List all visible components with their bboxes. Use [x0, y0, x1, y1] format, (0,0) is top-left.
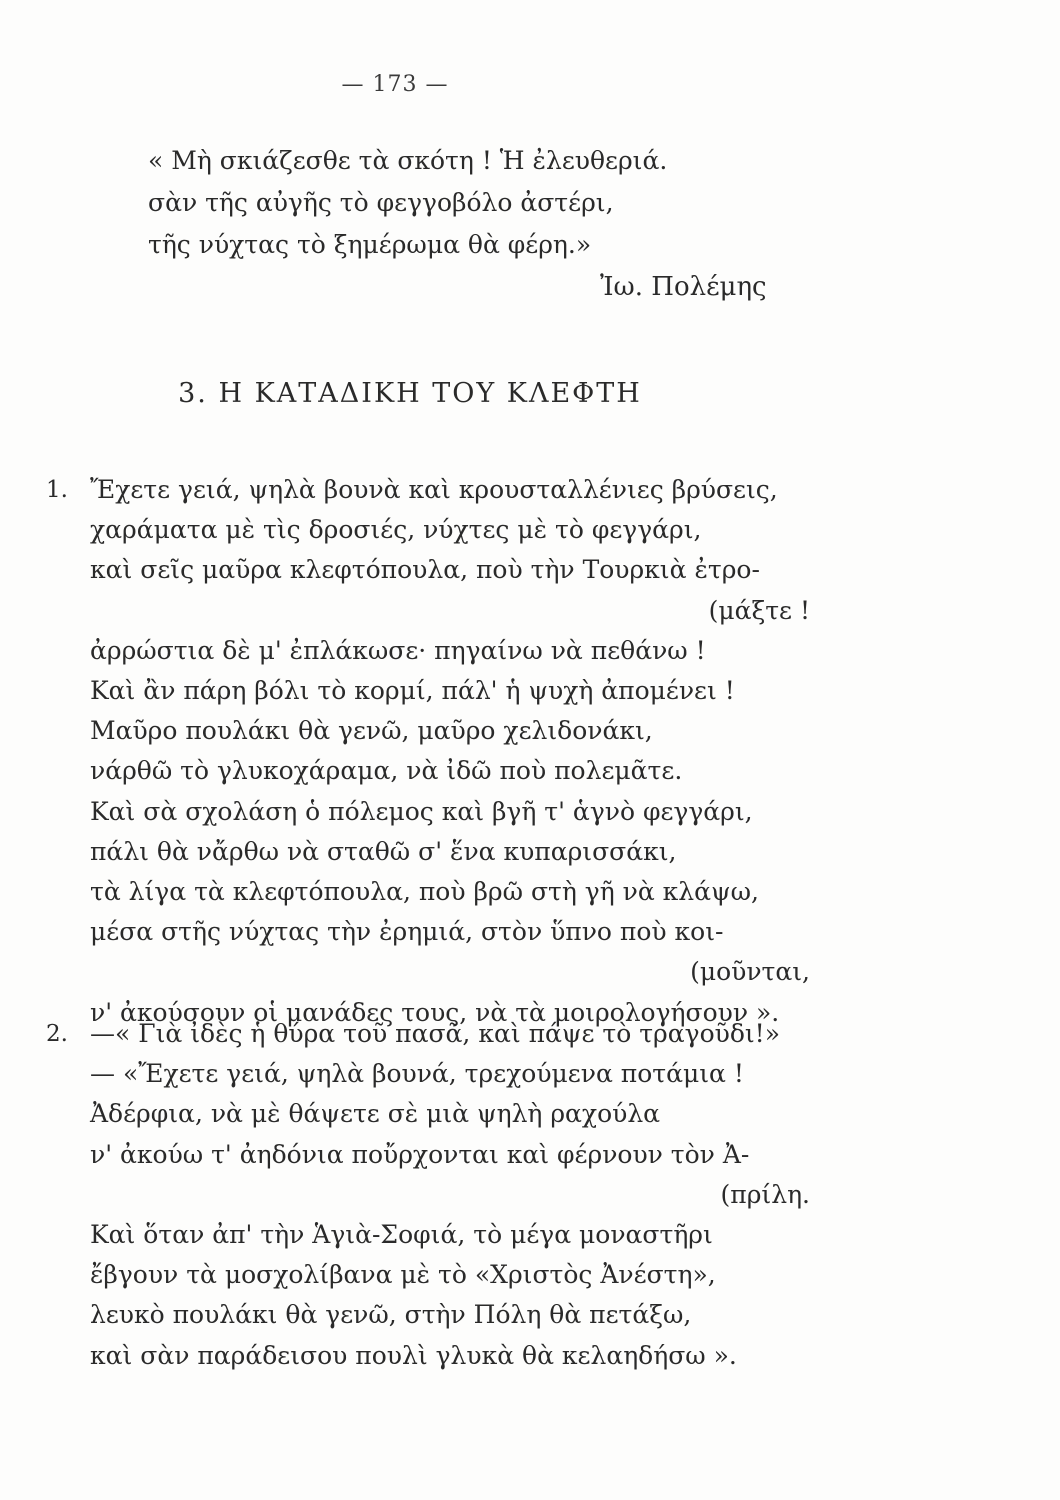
verse-line: καὶ σὰν παράδεισου πουλὶ γλυκὰ θὰ κελαηδήσω ».: [90, 1340, 737, 1370]
verse-line-continuation: (μάξτε !: [708, 595, 810, 625]
epigraph: [148, 140, 667, 266]
verse-line: πάλι θὰ νἄρθω νὰ σταθῶ σ' ἕνα κυπαρισσάκι,: [90, 836, 677, 866]
verse-line: ἔβγουν τὰ μοσχολίβανα μὲ τὸ «Χριστὸς Ἀνέστη»,: [90, 1260, 716, 1290]
stanza-number: 2.: [46, 1021, 68, 1047]
verse-line-continuation: (πρίλη.: [720, 1179, 810, 1209]
verse-line: — «Ἔχετε γειά, ψηλὰ βουνά, τρεχούμενα ποτάμια !: [90, 1059, 744, 1089]
verse-line: —« Γιὰ ἰδὲς ἡ θύρα τοῦ πασᾶ, καὶ πάψε τὸ τραγοῦδι!»: [90, 1019, 781, 1048]
verse-line: χαράματα μὲ τὶς δροσιές, νύχτες μὲ τὸ φεγγάρι,: [90, 515, 702, 545]
verse-line: ἀρρώστια δὲ μ' ἐπλάκωσε· πηγαίνω νὰ πεθάνω !: [90, 635, 706, 665]
verse-line: ν' ἀκούω τ' ἀηδόνια ποὔρχονται καὶ φέρνουν τὸν Ἀ-: [90, 1139, 750, 1169]
verse-line: Καὶ σὰ σχολάση ὁ πόλεμος καὶ βγῆ τ' ἁγνὸ φεγγάρι,: [90, 796, 753, 826]
verse-line: μέσα στῆς νύχτας τὴν ἐρημιά, στὸν ὕπνο ποὺ κοι-: [90, 917, 724, 947]
verse-line-continuation: (μοῦνται,: [690, 957, 810, 987]
verse-line: Ἀδέρφια, νὰ μὲ θάψετε σὲ μιὰ ψηλὴ ραχούλα: [90, 1099, 661, 1129]
verse-line: ν' ἀκούσουν οἱ μανάδες τους, νὰ τὰ μοιρολογήσουν ».: [90, 997, 780, 1027]
epigraph-line: σὰν τῆς αὐγῆς τὸ φεγγοβόλο ἀστέρι,: [148, 188, 614, 217]
stanza-number: 1.: [46, 477, 68, 503]
verse-line: τὰ λίγα τὰ κλεφτόπουλα, ποὺ βρῶ στὴ γῆ νὰ κλάψω,: [90, 877, 759, 907]
verse-line: καὶ σεῖς μαῦρα κλεφτόπουλα, ποὺ τὴν Τουρκιὰ ἐτρο-: [90, 555, 760, 585]
verse-line: Καὶ ὅταν ἀπ' τὴν Ἁγιὰ-Σοφιά, τὸ μέγα μοναστῆρι: [90, 1220, 713, 1250]
verse-line: Ἔχετε γειά, ψηλὰ βουνὰ καὶ κρουσταλλένιες βρύσεις,: [90, 475, 778, 504]
verse-line: λευκὸ πουλάκι θὰ γενῶ, στὴν Πόλη θὰ πετάξω,: [90, 1300, 692, 1330]
epigraph-author: Ἰω. Πολέμης: [600, 272, 767, 302]
epigraph-line: « Μὴ σκιάζεσθε τὰ σκότη ! Ἡ ἐλευθεριά.: [148, 146, 668, 175]
verse-line: Καὶ ἂν πάρη βόλι τὸ κορμί, πάλ' ἡ ψυχὴ ἀπομένει !: [90, 676, 735, 706]
stanza-2: [46, 1014, 830, 1376]
section-title: 3. Η ΚΑΤΑΔΙΚΗ ΤΟΥ ΚΛΕΦΤΗ: [178, 378, 642, 409]
verse-line: νάρθῶ τὸ γλυκοχάραμα, νὰ ἰδῶ ποὺ πολεμᾶτε.: [90, 756, 683, 786]
page-number: — 173 —: [341, 72, 449, 97]
verse-line: Μαῦρο πουλάκι θὰ γενῶ, μαῦρο χελιδονάκι,: [90, 716, 653, 746]
stanza-1: [46, 470, 830, 1033]
epigraph-line: τῆς νύχτας τὸ ξημέρωμα θὰ φέρη.»: [148, 230, 592, 259]
